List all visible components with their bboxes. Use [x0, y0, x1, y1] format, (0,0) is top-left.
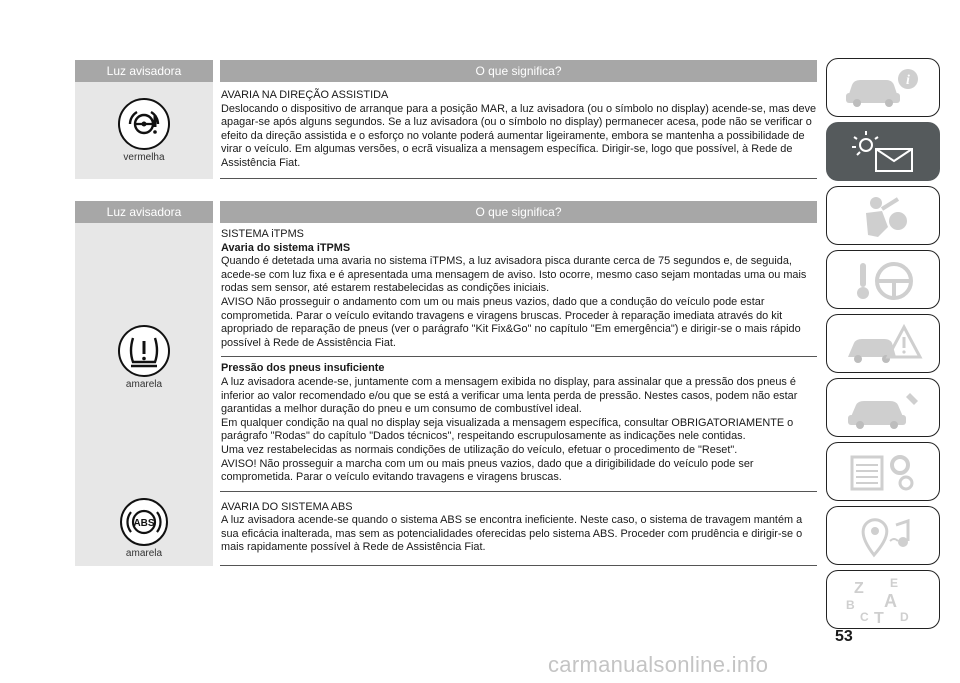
- lamp-cell: [75, 82, 213, 179]
- row-title: SISTEMA iTPMS: [221, 228, 304, 240]
- index-letter: C: [860, 609, 869, 624]
- tab-safety[interactable]: [826, 186, 940, 245]
- row-text: Quando é detetada uma avaria no sistema iTPMS, a luz avisadora pisca durante cerca de 75 segundos e, de seguida, acede-se com luz fixa e é apresentada uma mensagem de aviso. Isto ocorre, mesmo caso sejam montadas uma ou mais rodas sem sensor, até estarem restabelecidas as condições iniciais.: [221, 255, 807, 295]
- safety-airbag-icon: [838, 191, 928, 241]
- index-letter: D: [900, 609, 909, 624]
- emergency-icon: [838, 319, 928, 369]
- lamp-color-label: amarela: [125, 548, 163, 560]
- tire-pressure-icon: [118, 325, 170, 377]
- tab-index[interactable]: [826, 570, 940, 629]
- abs-icon: [120, 498, 168, 546]
- table-row: [75, 82, 817, 179]
- row-text: Deslocando o dispositivo de arranque para a posição MAR, a luz avisadora (ou o símbolo no display) acende-se, mas deve apagar-se após alguns segundos. Se a luz avisadora (ou o símbolo no display) permanecer acesa, pode não se verificar o efeito da direção assistida e o esforço no volante poderá aumentar ligeiramente, embora se mantenha a possibilidade de virar o veículo. Em algumas versões, o ecrã visualiza a mensagem específica. Dirigir-se, logo que possível, à Rede de Assistência Fiat.: [221, 102, 817, 169]
- row-subtitle: Avaria do sistema iTPMS: [221, 241, 351, 254]
- index-letter: T: [874, 609, 884, 627]
- car-info-icon: [838, 63, 928, 113]
- lamp-color-label: amarela: [125, 378, 163, 390]
- row-warning-text: AVISO Não prosseguir o andamento com um ou mais pneus vazios, dado que a condução do veículo pode estar comprometida. Parar o veículo evitando travagens e viragens bruscas. Proceder à reparação imediata através do kit apropriado de reparação de pneus (ver o parágrafo "Kit Fix&Go" no capítulo "Em emergência") e dirigir-se o mais rápido possível à Rede de Assistência Fiat.: [221, 295, 801, 349]
- watermark: carmanualsonline.info: [548, 652, 769, 677]
- table-row: [75, 492, 817, 566]
- header-meaning: O que significa?: [220, 201, 817, 223]
- starting-driving-icon: [838, 255, 928, 305]
- index-letter: E: [890, 575, 899, 590]
- meaning-cell: [220, 492, 817, 566]
- tab-car-info[interactable]: [826, 58, 940, 117]
- table-header: [75, 201, 817, 223]
- header-warning-light: Luz avisadora: [75, 60, 213, 82]
- row-text-5: Uma vez restabelecidas as normais condições de utilização do veículo, efetuar o procedimento de "Reset".: [221, 443, 738, 456]
- index-letter: A: [884, 590, 897, 611]
- lamp-cell: [75, 223, 213, 492]
- warning-light-table-2: [75, 201, 817, 566]
- row-subtitle-2: Pressão dos pneus insuficiente: [221, 362, 385, 375]
- lamp-cell: [75, 492, 213, 566]
- tab-emergency[interactable]: [826, 314, 940, 373]
- tab-starting-driving[interactable]: [826, 250, 940, 309]
- technical-data-icon: [838, 447, 928, 497]
- abs-label: ABS: [133, 518, 155, 530]
- row-text-6: AVISO! Não prosseguir a marcha com um ou mais pneus vazios, dado que a dirigibilidade do veículo pode ser comprometida. Parar o veículo evitando travagens e viragens bruscas.: [221, 457, 754, 484]
- steering-warning-icon: [118, 98, 170, 150]
- chapter-tabs: [826, 58, 942, 634]
- sub-section: [221, 356, 817, 484]
- tab-multimedia[interactable]: [826, 506, 940, 565]
- warning-lights-message-icon: [838, 127, 928, 177]
- tab-warning-lights[interactable]: [826, 122, 940, 181]
- multimedia-icon: [838, 511, 928, 561]
- meaning-cell: [220, 223, 817, 492]
- row-text-4: Em qualquer condição na qual no display seja visualizada a mensagem específica, consultar OBRIGATORIAMENTE o parágrafo "Rodas" do capítulo "Dados técnicos", respeitando escrupulosamente as indicações nele contidas.: [221, 416, 794, 443]
- lamp-color-label: vermelha: [123, 151, 165, 163]
- tab-technical-data[interactable]: [826, 442, 940, 501]
- header-warning-light: Luz avisadora: [75, 201, 213, 223]
- svg-text:i: i: [906, 72, 910, 88]
- index-icon: [838, 573, 928, 627]
- row-title: AVARIA NA DIREÇÃO ASSISTIDA: [221, 89, 389, 101]
- index-letter: Z: [854, 579, 864, 597]
- maintenance-icon: [838, 383, 928, 433]
- warning-light-table-1: [75, 60, 817, 179]
- table-row: [75, 223, 817, 492]
- row-text-3: A luz avisadora acende-se, juntamente com a mensagem exibida no display, para assinalar que a pressão dos pneus é inferior ao valor recomendado e/ou que se está a verificar uma lenta perda de pressão. Nestes casos, podem não estar garantidas a melhor duração do pneu e um consumo de combustível ideal.: [221, 375, 798, 416]
- meaning-cell: [220, 82, 817, 179]
- row-text: A luz avisadora acende-se quando o sistema ABS se encontra ineficiente. Neste caso, o sistema de travagem mantém a sua eficácia inalterada, mas sem as potencialidades oferecidas pelo sistema ABS. Proceder com prudência e dirigir-se o mais rapidamente possível à Rede de Assistência Fiat.: [221, 514, 803, 554]
- table-header: [75, 60, 817, 82]
- row-title: AVARIA DO SISTEMA ABS: [221, 500, 353, 513]
- index-letter: B: [846, 597, 855, 612]
- header-meaning: O que significa?: [220, 60, 817, 82]
- page-number: 53: [835, 628, 853, 645]
- tab-maintenance[interactable]: [826, 378, 940, 437]
